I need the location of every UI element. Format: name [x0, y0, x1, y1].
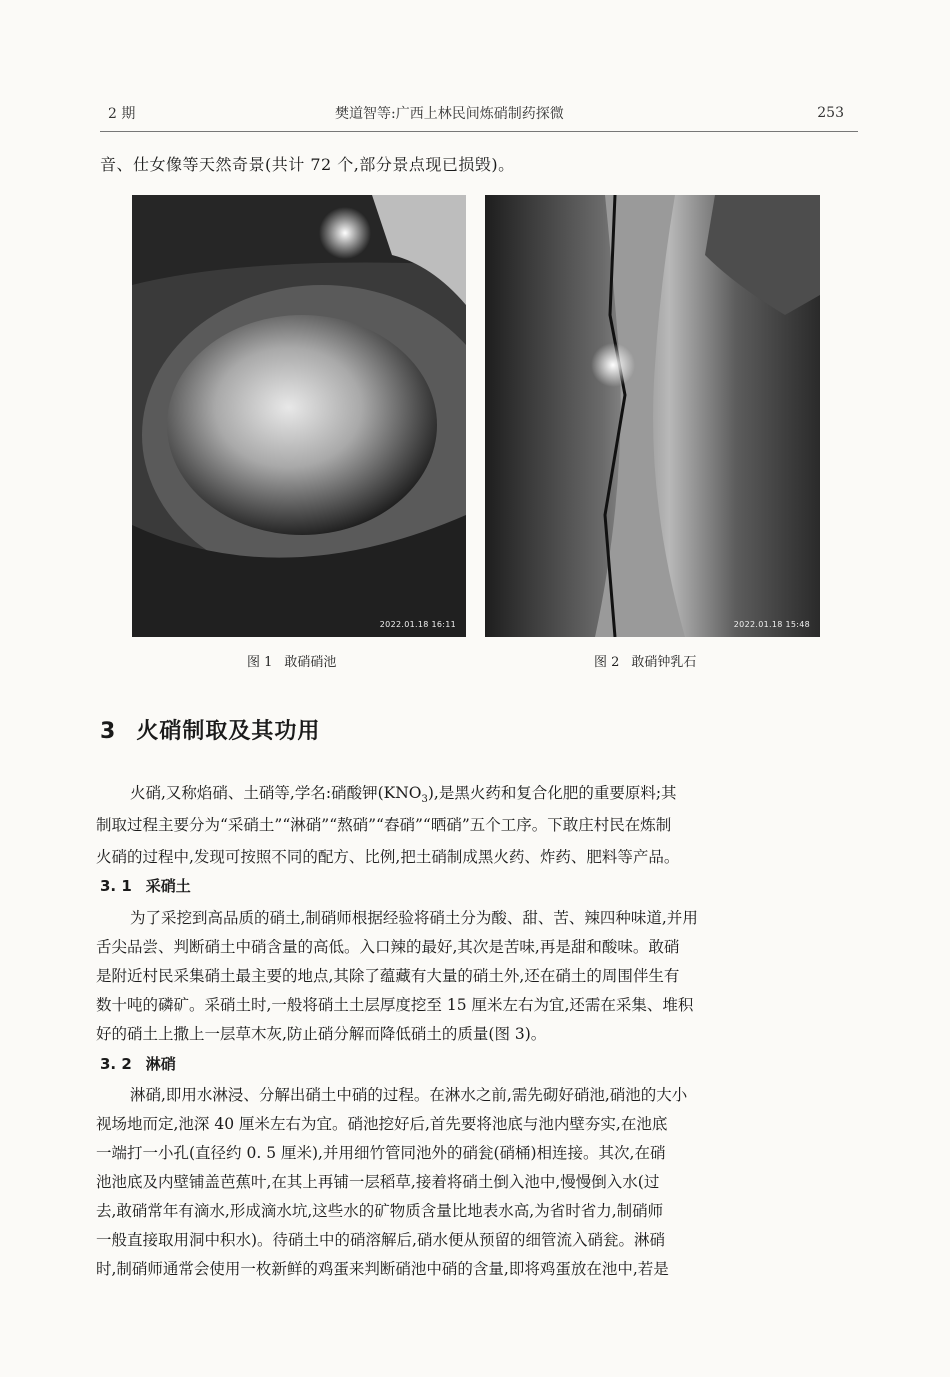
subsection-number: 3. 1 — [100, 877, 132, 895]
figure-2-photo — [485, 195, 820, 637]
paragraph-line: 好的硝土上撒上一层草木灰,防止硝分解而降低硝土的质量(图 3)。 — [96, 1025, 547, 1043]
subsection-heading — [100, 875, 191, 896]
intro-line-3: 火硝的过程中,发现可按照不同的配方、比例,把土硝制成黑火药、炸药、肥料等产品。 — [96, 848, 680, 866]
issue-number: 2 期 — [108, 106, 136, 122]
subsection-heading — [100, 1053, 176, 1074]
paragraph-line: 淋硝,即用水淋浸、分解出硝土中硝的过程。在淋水之前,需先砌好硝池,硝池的大小 — [130, 1086, 688, 1104]
figure-1-caption — [247, 651, 336, 670]
paragraph-line: 一般直接取用洞中积水)。待硝土中的硝溶解后,硝水便从预留的细管流入硝瓮。淋硝 — [96, 1231, 665, 1249]
paragraph-line: 时,制硝师通常会使用一枚新鲜的鸡蛋来判断硝池中硝的含量,即将鸡蛋放在池中,若是 — [96, 1260, 669, 1278]
intro-text: 火硝,又称焰硝、土硝等,学名:硝酸钾(KNO — [130, 784, 422, 802]
caption-number: 图 1 — [247, 655, 273, 670]
section-title: 火硝制取及其功用 — [136, 719, 321, 744]
paragraph-line: 去,敢硝常年有滴水,形成滴水坑,这些水的矿物质含量比地表水高,为省时省力,制硝师 — [96, 1202, 664, 1220]
subsection-number: 3. 2 — [100, 1055, 132, 1073]
intro-text: ),是黑火药和复合化肥的重要原料;其 — [427, 784, 677, 802]
section-number: 3 — [100, 719, 117, 744]
caption-number: 图 2 — [594, 655, 620, 670]
paragraph-line: 为了采挖到高品质的硝土,制硝师根据经验将硝土分为酸、甜、苦、辣四种味道,并用 — [130, 909, 698, 927]
header-rule — [100, 131, 858, 132]
caption-text: 敢硝硝池 — [284, 655, 337, 670]
paragraph-line: 一端打一小孔(直径约 0. 5 厘米),并用细竹管同池外的硝瓮(硝桶)相连接。其次,在硝 — [96, 1144, 666, 1162]
subsection-title: 采硝土 — [145, 877, 191, 895]
figure-2-caption — [594, 651, 696, 670]
section-heading — [100, 714, 320, 745]
intro-line-2: 制取过程主要分为“采硝土”“淋硝”“熬硝”“舂硝”“晒硝”五个工序。下敢庄村民在炼制 — [96, 816, 672, 834]
subsection-title: 淋硝 — [145, 1055, 176, 1073]
paragraph-line: 视场地而定,池深 40 厘米左右为宜。硝池挖好后,首先要将池底与池内壁夯实,在池底 — [96, 1115, 668, 1133]
paragraph-line: 池池底及内壁铺盖芭蕉叶,在其上再铺一层稻草,接着将硝土倒入池中,慢慢倒入水(过 — [96, 1173, 660, 1191]
photo-timestamp: 2022.01.18 15:48 — [733, 620, 810, 629]
photo-timestamp: 2022.01.18 16:11 — [379, 620, 456, 629]
page-number: 253 — [817, 105, 844, 121]
paragraph-line: 数十吨的磷矿。采硝土时,一般将硝土土层厚度挖至 15 厘米左右为宜,还需在采集、堆积 — [96, 996, 694, 1014]
lead-text: 音、仕女像等天然奇景(共计 72 个,部分景点现已损毁)。 — [100, 155, 515, 174]
figure-1-photo — [132, 195, 466, 637]
caption-text: 敢硝钟乳石 — [631, 655, 697, 670]
subscript: 3 — [421, 794, 428, 806]
paragraph-line: 是附近村民采集硝土最主要的地点,其除了蕴藏有大量的硝土外,还在硝土的周围伴生有 — [96, 967, 680, 985]
paragraph-line: 舌尖品尝、判断硝土中硝含量的高低。入口辣的最好,其次是苦味,再是甜和酸味。敢硝 — [96, 938, 680, 956]
running-header — [100, 103, 858, 129]
running-title: 樊道智等:广西上林民间炼硝制药探微 — [335, 106, 564, 122]
